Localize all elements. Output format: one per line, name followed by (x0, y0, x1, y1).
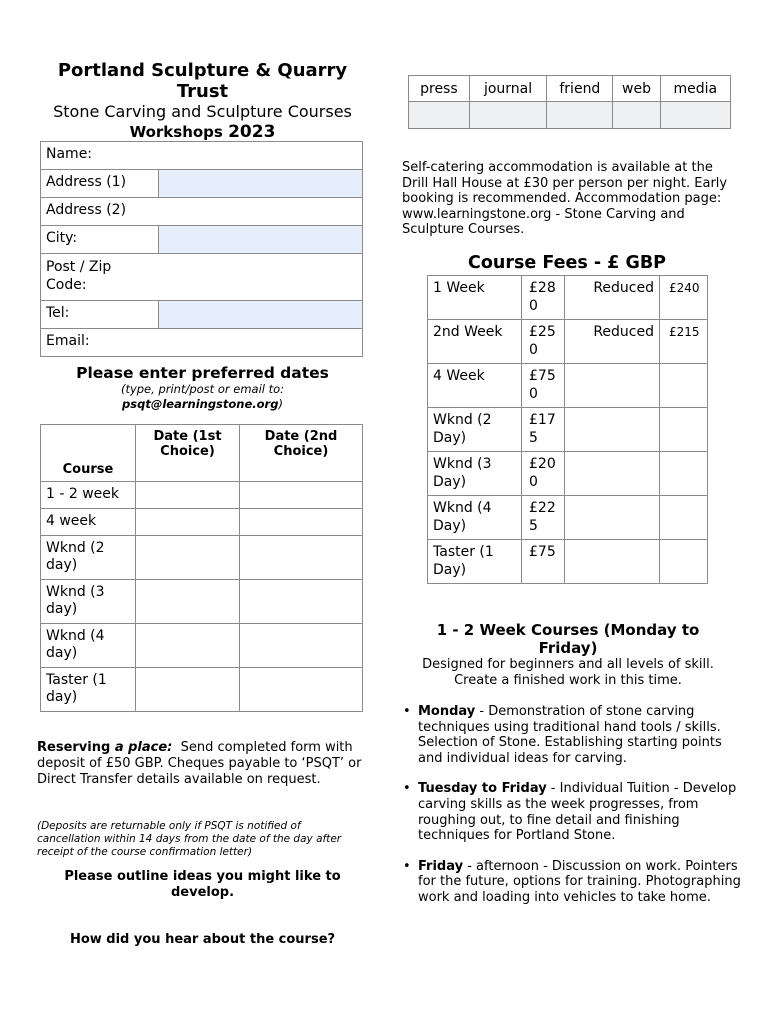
accommodation-info: Self-catering accommodation is available at the Drill Hall House at £30 per person per night. Early booking is recommended. Accommodation page: www.learningstone.org - Stone Carving and Sculpture Courses. (402, 160, 728, 238)
week-courses-intro: Designed for beginners and all levels of skill. Create a finished work in this time. (422, 657, 714, 688)
media-checkbox[interactable] (660, 102, 730, 129)
form-row-address1 (41, 170, 363, 198)
course-cell: Wknd (2 day) (41, 536, 136, 580)
table-row (428, 276, 708, 320)
table-row (41, 580, 363, 624)
fee-reduced-price-cell: £240 (660, 276, 708, 320)
fee-reduced-price-cell: £215 (660, 320, 708, 364)
fee-price-cell: £280 (522, 276, 565, 320)
address2-field[interactable] (41, 198, 363, 226)
table-row (428, 408, 708, 452)
page-title: Portland Sculpture & Quarry Trust (57, 60, 348, 102)
list-item (402, 859, 742, 906)
contact-form (40, 141, 363, 357)
day-description: - afternoon - Discussion on work. Pointers for the future, options for training. Photographing work and loading into vehicles to take home. (418, 858, 741, 905)
option-friend: friend (547, 76, 613, 102)
field-label: Address (1) (41, 170, 159, 198)
fee-reduced-label-cell (565, 452, 660, 496)
preferred-dates-instruction (40, 382, 365, 412)
reserving-label-italic: a place: (114, 740, 173, 755)
preferred-dates-table (40, 424, 363, 712)
press-checkbox[interactable] (409, 102, 470, 129)
table-header-row (41, 425, 363, 482)
day-label: Monday (418, 704, 476, 719)
date-1st-choice-cell[interactable] (136, 668, 240, 712)
course-cell: 1 - 2 week (41, 482, 136, 509)
table-row (41, 624, 363, 668)
fee-course-cell: Taster (1 Day) (428, 540, 522, 584)
table-row (428, 496, 708, 540)
list-item (402, 781, 742, 843)
fee-price-cell: £750 (522, 364, 565, 408)
bullet-icon: • (403, 781, 411, 797)
tel-field[interactable] (159, 301, 363, 329)
date-2nd-choice-cell[interactable] (240, 580, 363, 624)
day-description: - Demonstration of stone carving techniques using traditional hand tools / skills. Selection of Stone. Establishing starting points and individual ideas for carving. (418, 704, 722, 766)
hearing-options-table (408, 75, 731, 129)
course-fees-heading: Course Fees - £ GBP (468, 253, 666, 273)
reserving-body: Send completed form with deposit of £50 GBP. Cheques payable to ‘PSQT’ or Direct Transfer details available on request. (37, 740, 362, 787)
address1-field[interactable] (159, 170, 363, 198)
city-field[interactable] (159, 226, 363, 254)
instruction-end: ) (278, 397, 283, 411)
course-cell: Wknd (3 day) (41, 580, 136, 624)
date-2nd-choice-cell[interactable] (240, 624, 363, 668)
table-row (428, 320, 708, 364)
date-2nd-choice-cell[interactable] (240, 536, 363, 580)
week-courses-heading: 1 - 2 Week Courses (Monday to Friday) (436, 621, 700, 657)
fee-reduced-label-cell: Reduced (565, 320, 660, 364)
column-header: Date (2nd Choice) (240, 425, 363, 482)
hearing-check-row (409, 102, 731, 129)
week-courses-list (402, 704, 742, 921)
field-label: Tel: (41, 301, 159, 329)
form-row-address2 (41, 198, 363, 226)
day-label: Friday (418, 858, 464, 874)
outline-ideas-prompt: Please outline ideas you might like to develop. (64, 869, 341, 900)
course-cell: Taster (1 day) (41, 668, 136, 712)
bullet-icon: • (403, 704, 411, 719)
fee-price-cell: £225 (522, 496, 565, 540)
table-row (41, 482, 363, 509)
day-label: Tuesday to Friday (418, 781, 547, 797)
workshops-label: Workshops (129, 123, 223, 141)
journal-checkbox[interactable] (469, 102, 547, 129)
table-row (428, 364, 708, 408)
fee-reduced-price-cell (660, 496, 708, 540)
page-subtitle: Stone Carving and Sculpture Courses (53, 102, 352, 121)
fee-reduced-label-cell: Reduced (565, 276, 660, 320)
table-row (428, 452, 708, 496)
table-row (41, 509, 363, 536)
option-journal: journal (469, 76, 547, 102)
field-label: Name: (46, 146, 93, 162)
fee-course-cell: 1 Week (428, 276, 522, 320)
field-label: Address (2) (46, 202, 127, 218)
instruction-text: (type, print/post or email to: (120, 382, 285, 396)
fee-reduced-label-cell (565, 408, 660, 452)
fee-course-cell: Wknd (2 Day) (428, 408, 522, 452)
fee-reduced-price-cell (660, 364, 708, 408)
form-row-postcode (41, 254, 363, 301)
form-row-email (41, 329, 363, 357)
date-2nd-choice-cell[interactable] (240, 482, 363, 509)
fee-reduced-price-cell (660, 408, 708, 452)
date-2nd-choice-cell[interactable] (240, 509, 363, 536)
fee-reduced-label-cell (565, 364, 660, 408)
fee-course-cell: Wknd (3 Day) (428, 452, 522, 496)
fee-price-cell: £250 (522, 320, 565, 364)
option-press: press (409, 76, 470, 102)
course-cell: 4 week (41, 509, 136, 536)
name-field[interactable] (41, 142, 363, 170)
date-1st-choice-cell[interactable] (136, 536, 240, 580)
option-media: media (660, 76, 730, 102)
date-1st-choice-cell[interactable] (136, 580, 240, 624)
column-header: Date (1st Choice) (136, 425, 240, 482)
table-row (428, 540, 708, 584)
form-row-name (41, 142, 363, 170)
email-field[interactable] (41, 329, 363, 357)
fee-course-cell: Wknd (4 Day) (428, 496, 522, 540)
hearing-options-row (409, 76, 731, 102)
table-row (41, 668, 363, 712)
fee-reduced-price-cell (660, 540, 708, 584)
day-description: - Individual Tuition - Develop carving skills as the week progresses, from roughing out, to fine detail and finishing techniques for Portland Stone. (418, 781, 737, 844)
date-1st-choice-cell[interactable] (136, 624, 240, 668)
reserving-text (37, 740, 367, 788)
fee-reduced-label-cell (565, 540, 660, 584)
fee-reduced-price-cell (660, 452, 708, 496)
fee-price-cell: £75 (522, 540, 565, 584)
course-cell: Wknd (4 day) (41, 624, 136, 668)
form-row-city (41, 226, 363, 254)
friend-checkbox[interactable] (547, 102, 613, 129)
deposit-note: (Deposits are returnable only if PSQT is notified of cancellation within 14 days from the date of the day after receipt of the course confirmation letter) (37, 820, 342, 858)
reserving-label: Reserving (37, 740, 115, 755)
date-2nd-choice-cell[interactable] (240, 668, 363, 712)
hear-about-prompt: How did you hear about the course? (69, 932, 336, 947)
date-1st-choice-cell[interactable] (136, 509, 240, 536)
fee-reduced-label-cell (565, 496, 660, 540)
table-row (41, 536, 363, 580)
list-item (402, 704, 742, 766)
field-label: Email: (46, 333, 90, 349)
form-row-tel (41, 301, 363, 329)
fee-price-cell: £175 (522, 408, 565, 452)
field-label: City: (41, 226, 159, 254)
bullet-icon: • (403, 858, 411, 874)
option-web: web (613, 76, 660, 102)
fee-course-cell: 4 Week (428, 364, 522, 408)
year-label: 2023 (228, 122, 276, 142)
course-fees-table (427, 275, 708, 584)
field-label: Post / Zip Code: (46, 259, 112, 293)
workshops-year (40, 122, 365, 142)
preferred-dates-heading: Please enter preferred dates (76, 364, 329, 382)
web-checkbox[interactable] (613, 102, 660, 129)
contact-email-link[interactable]: psqt@learningstone.org (122, 397, 279, 411)
fee-price-cell: £200 (522, 452, 565, 496)
date-1st-choice-cell[interactable] (136, 482, 240, 509)
fee-course-cell: 2nd Week (428, 320, 522, 364)
column-header: Course (41, 425, 136, 482)
postcode-field[interactable] (41, 254, 363, 301)
